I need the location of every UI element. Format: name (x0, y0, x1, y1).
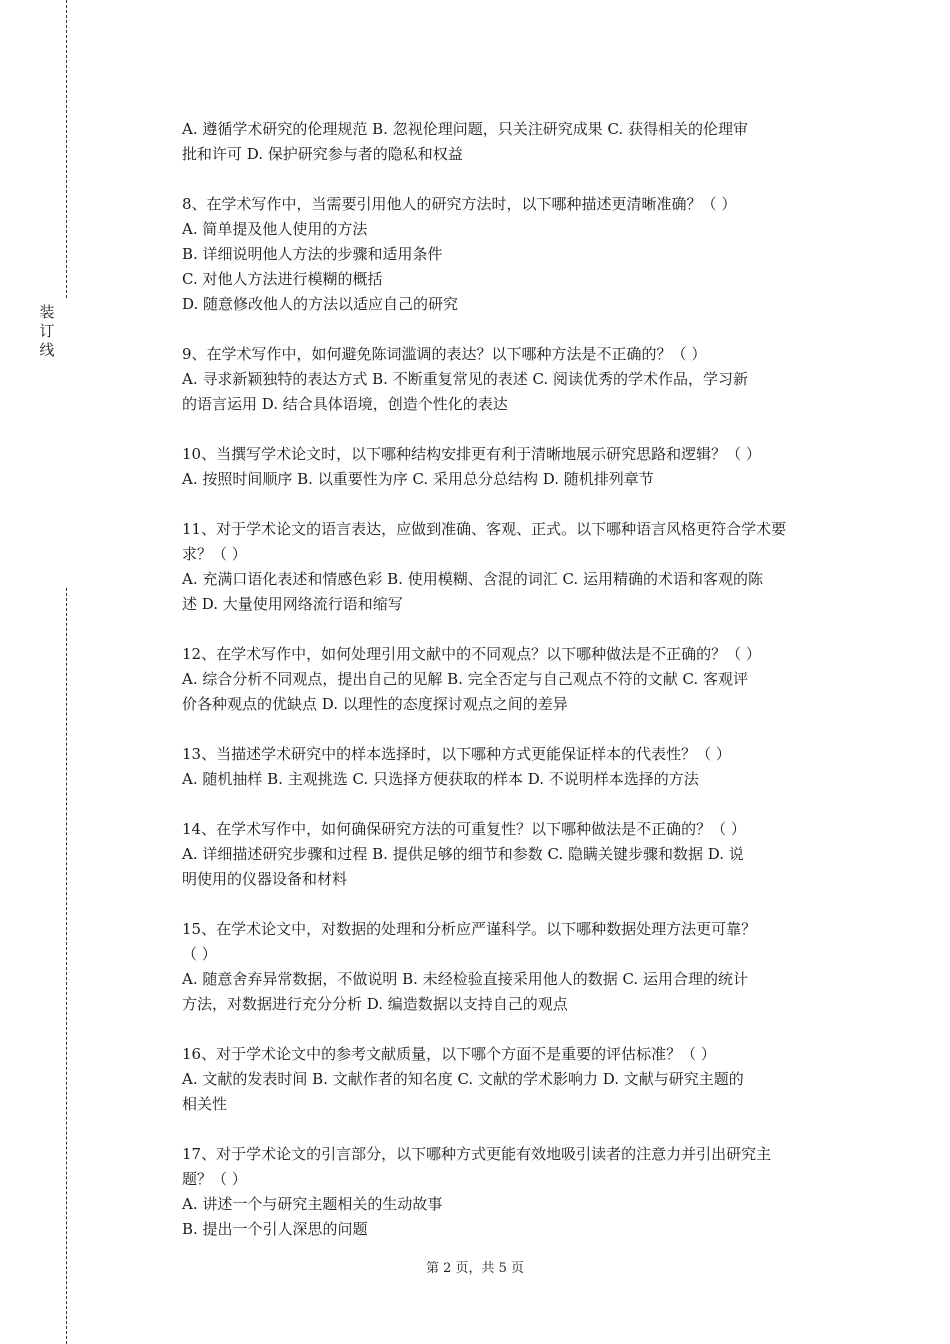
binding-char: 装 (39, 303, 55, 321)
text-line: A. 遵循学术研究的伦理规范 B. 忽视伦理问题，只关注研究成果 C. 获得相关的伦理审 (182, 120, 748, 138)
question-10 (182, 442, 840, 492)
question-stem: 14、在学术写作中，如何确保研究方法的可重复性？以下哪种做法是不正确的？（ ） (182, 820, 746, 838)
option-line: A. 综合分析不同观点，提出自己的见解 B. 完全否定与自己观点不符的文献 C. 客观评 (182, 670, 748, 688)
option-line: A. 按照时间顺序 B. 以重要性为序 C. 采用总分总结构 D. 随机排列章节 (182, 470, 654, 488)
question-16 (182, 1042, 840, 1117)
question-stem: 12、在学术写作中，如何处理引用文献中的不同观点？以下哪种做法是不正确的？（ ） (182, 645, 761, 663)
question-11 (182, 517, 840, 617)
option-line: A. 随意舍弃异常数据，不做说明 B. 未经检验直接采用他人的数据 C. 运用合理的统计 (182, 970, 748, 988)
binding-char: 线 (39, 341, 55, 359)
question-stem: 求？（ ） (182, 545, 247, 563)
question-stem: 10、当撰写学术论文时，以下哪种结构安排更有利于清晰地展示研究思路和逻辑？（ ） (182, 445, 761, 463)
question-stem: 16、对于学术论文中的参考文献质量，以下哪个方面不是重要的评估标准？（ ） (182, 1045, 716, 1063)
page-number: 第 2 页，共 5 页 (425, 1261, 525, 1276)
question-stem: 题？（ ） (182, 1170, 247, 1188)
option-line: 述 D. 大量使用网络流行语和缩写 (182, 595, 403, 613)
question-stem: 9、在学术写作中，如何避免陈词滥调的表达？以下哪种方法是不正确的？（ ） (182, 345, 707, 363)
question-stem: 17、对于学术论文的引言部分，以下哪种方式更能有效地吸引读者的注意力并引出研究主 (182, 1145, 772, 1163)
option-line: A. 讲述一个与研究主题相关的生动故事 (182, 1195, 443, 1213)
option-line: A. 简单提及他人使用的方法 (182, 220, 368, 238)
question-7-options (182, 117, 840, 167)
option-line: 方法，对数据进行充分分析 D. 编造数据以支持自己的观点 (182, 995, 568, 1013)
text-line: 批和许可 D. 保护研究参与者的隐私和权益 (182, 145, 463, 163)
option-line: 价各种观点的优缺点 D. 以理性的态度探讨观点之间的差异 (182, 695, 568, 713)
question-14 (182, 817, 840, 892)
question-content (182, 117, 840, 1267)
option-line: A. 文献的发表时间 B. 文献作者的知名度 C. 文献的学术影响力 D. 文献与研究主题的 (182, 1070, 744, 1088)
question-9 (182, 342, 840, 417)
option-line: A. 充满口语化表述和情感色彩 B. 使用模糊、含混的词汇 C. 运用精确的术语和客观的陈 (182, 570, 763, 588)
binding-label (38, 303, 56, 360)
question-13 (182, 742, 840, 792)
question-12 (182, 642, 840, 717)
option-line: 的语言运用 D. 结合具体语境，创造个性化的表达 (182, 395, 508, 413)
option-line: A. 寻求新颖独特的表达方式 B. 不断重复常见的表述 C. 阅读优秀的学术作品，学习新 (182, 370, 748, 388)
question-15 (182, 917, 840, 1017)
option-line: A. 详细描述研究步骤和过程 B. 提供足够的细节和参数 C. 隐瞒关键步骤和数据 D. 说 (182, 845, 744, 863)
option-line: C. 对他人方法进行模糊的概括 (182, 270, 383, 288)
binding-line-bottom (66, 588, 67, 1344)
question-stem: 13、当描述学术研究中的样本选择时，以下哪种方式更能保证样本的代表性？（ ） (182, 745, 731, 763)
binding-char: 订 (39, 322, 55, 340)
binding-line-top (66, 0, 67, 298)
option-line: B. 详细说明他人方法的步骤和适用条件 (182, 245, 443, 263)
option-line: 相关性 (182, 1095, 228, 1113)
question-17 (182, 1142, 840, 1242)
option-line: 明使用的仪器设备和材料 (182, 870, 348, 888)
option-line: B. 提出一个引人深思的问题 (182, 1220, 368, 1238)
question-stem: （ ） (182, 945, 217, 963)
question-stem: 11、对于学术论文的语言表达，应做到准确、客观、正式。以下哪种语言风格更符合学术要 (182, 520, 787, 538)
question-8 (182, 192, 840, 317)
option-line: A. 随机抽样 B. 主观挑选 C. 只选择方便获取的样本 D. 不说明样本选择的方法 (182, 770, 699, 788)
option-line: D. 随意修改他人的方法以适应自己的研究 (182, 295, 459, 313)
question-stem: 15、在学术论文中，对数据的处理和分析应严谨科学。以下哪种数据处理方法更可靠？ (182, 920, 757, 938)
question-stem: 8、在学术写作中，当需要引用他人的研究方法时，以下哪种描述更清晰准确？（ ） (182, 195, 737, 213)
